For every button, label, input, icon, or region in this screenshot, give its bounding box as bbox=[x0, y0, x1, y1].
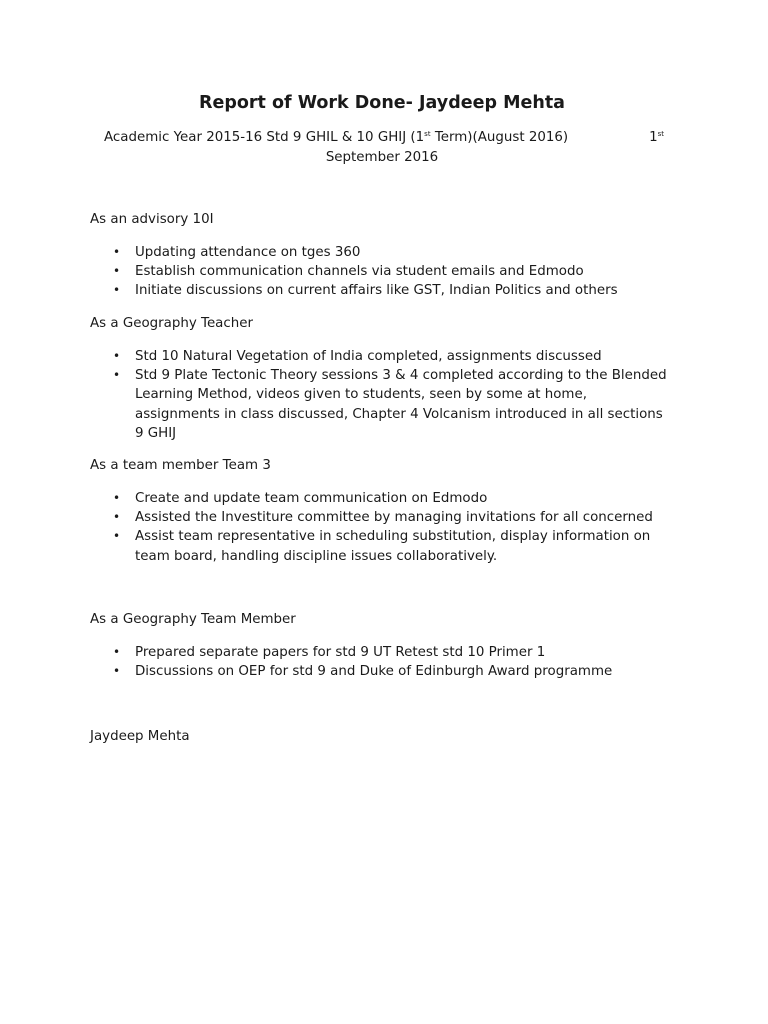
bullet-list bbox=[90, 347, 690, 443]
section-heading: As a Geography Team Member bbox=[90, 612, 296, 627]
report-date-day: 1st bbox=[649, 130, 664, 145]
bullet-icon: • bbox=[113, 245, 121, 259]
section-geography-team-member bbox=[90, 610, 690, 681]
list-item: • Std 9 Plate Tectonic Theory sessions 3 & 4 completed according to the Blended Learning Method, videos given to students, seen by some at home, assignments in class discussed, Chapter 4 Volcanism introduced in all sections 9 GHIJ bbox=[113, 368, 667, 441]
section-heading: As a team member Team 3 bbox=[90, 458, 271, 473]
subtitle-line-1 bbox=[104, 128, 664, 148]
academic-year-text: Academic Year 2015-16 Std 9 GHIL & 10 GHIJ (1st Term)(August 2016) bbox=[104, 130, 569, 145]
list-item: • Assist team representative in scheduling substitution, display information on team board, handling discipline issues collaboratively. bbox=[113, 529, 651, 564]
bullet-icon: • bbox=[113, 491, 121, 505]
section-heading: As a Geography Teacher bbox=[90, 316, 253, 331]
section-advisory bbox=[90, 210, 690, 301]
signature: Jaydeep Mehta bbox=[90, 729, 190, 744]
bullet-icon: • bbox=[113, 510, 121, 525]
bullet-icon: • bbox=[113, 368, 121, 383]
list-item: • Assisted the Investiture committee by managing invitations for all concerned bbox=[90, 508, 690, 527]
bullet-list bbox=[90, 243, 690, 301]
bullet-icon: • bbox=[113, 664, 121, 679]
document-subtitle bbox=[104, 128, 664, 167]
list-item: • Create and update team communication on Edmodo bbox=[90, 489, 690, 508]
list-item: • Updating attendance on tges 360 bbox=[90, 243, 690, 262]
section-team-member bbox=[90, 456, 690, 566]
report-date-month-year: September 2016 bbox=[325, 150, 439, 165]
bullet-icon: • bbox=[113, 349, 121, 363]
list-item: • Initiate discussions on current affairs like GST, Indian Politics and others bbox=[90, 281, 690, 300]
bullet-icon: • bbox=[113, 529, 121, 544]
section-heading: As an advisory 10I bbox=[90, 212, 214, 227]
section-geography-teacher bbox=[90, 314, 690, 443]
bullet-icon: • bbox=[113, 283, 121, 298]
list-item: • Std 10 Natural Vegetation of India completed, assignments discussed bbox=[90, 347, 690, 366]
list-item: • Establish communication channels via student emails and Edmodo bbox=[90, 262, 690, 281]
document-title: Report of Work Done- Jaydeep Mehta bbox=[199, 93, 565, 113]
bullet-list bbox=[90, 489, 690, 566]
list-item: • Prepared separate papers for std 9 UT Retest std 10 Primer 1 bbox=[90, 643, 690, 662]
bullet-icon: • bbox=[113, 264, 121, 279]
bullet-list bbox=[90, 643, 690, 681]
bullet-icon: • bbox=[113, 645, 121, 659]
list-item: • Discussions on OEP for std 9 and Duke of Edinburgh Award programme bbox=[90, 662, 690, 681]
